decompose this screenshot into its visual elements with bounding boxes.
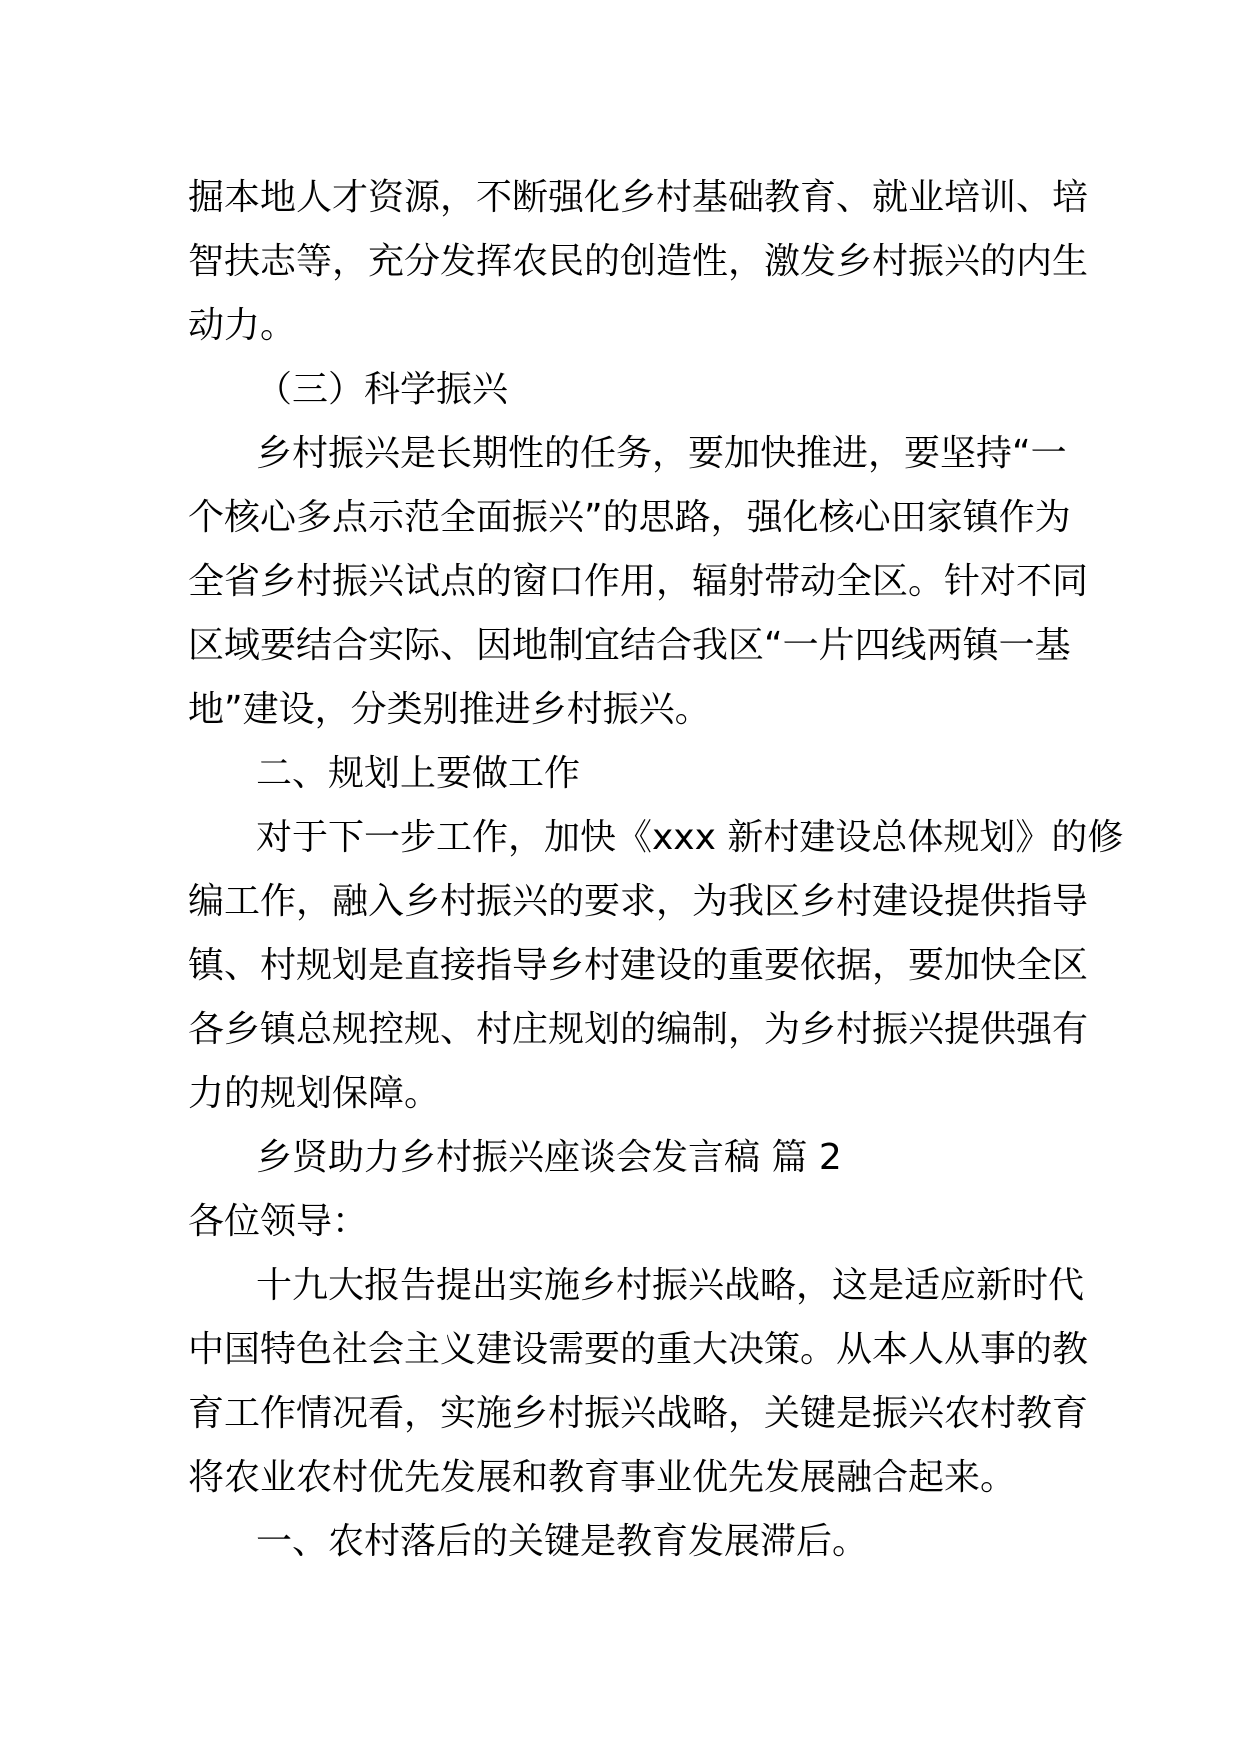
text-line: 对于下一步工作，加快《xxx 新村建设总体规划》的修 — [256, 817, 1124, 858]
article-title: 乡贤助力乡村振兴座谈会发言稿 篇 2 — [256, 1137, 842, 1178]
text-line: 区域要结合实际、因地制宜结合我区“一片四线两镇一基 — [188, 625, 1071, 666]
text-line: 个核心多点示范全面振兴”的思路，强化核心田家镇作为 — [188, 497, 1071, 538]
text-line: 中国特色社会主义建设需要的重大决策。从本人从事的教 — [188, 1329, 1089, 1370]
text-line: 全省乡村振兴试点的窗口作用，辐射带动全区。针对不同 — [188, 561, 1089, 602]
section-heading: 二、规划上要做工作 — [256, 753, 581, 794]
text-line: 将农业农村优先发展和教育事业优先发展融合起来。 — [188, 1457, 1017, 1498]
text-line: 掘本地人才资源，不断强化乡村基础教育、就业培训、培 — [188, 177, 1089, 218]
text-line: 编工作，融入乡村振兴的要求，为我区乡村建设提供指导 — [188, 881, 1089, 922]
section-heading: 一、农村落后的关键是教育发展滞后。 — [256, 1521, 869, 1562]
text-line: 育工作情况看，实施乡村振兴战略，关键是振兴农村教育 — [188, 1393, 1089, 1434]
text-line: 镇、村规划是直接指导乡村建设的重要依据，要加快全区 — [188, 945, 1089, 986]
text-line: 各乡镇总规控规、村庄规划的编制，为乡村振兴提供强有 — [188, 1009, 1089, 1050]
text-line: 十九大报告提出实施乡村振兴战略，这是适应新时代 — [256, 1265, 1085, 1306]
section-heading: （三）科学振兴 — [256, 369, 509, 410]
text-line: 地”建设，分类别推进乡村振兴。 — [188, 689, 711, 730]
text-line: 力的规划保障。 — [188, 1073, 441, 1114]
document-body — [188, 166, 1124, 1574]
text-line: 智扶志等，充分发挥农民的创造性，激发乡村振兴的内生 — [188, 241, 1089, 282]
text-line: 动力。 — [188, 305, 297, 346]
text-line: 乡村振兴是长期性的任务，要加快推进，要坚持“一 — [256, 433, 1067, 474]
salutation: 各位领导： — [188, 1201, 369, 1242]
